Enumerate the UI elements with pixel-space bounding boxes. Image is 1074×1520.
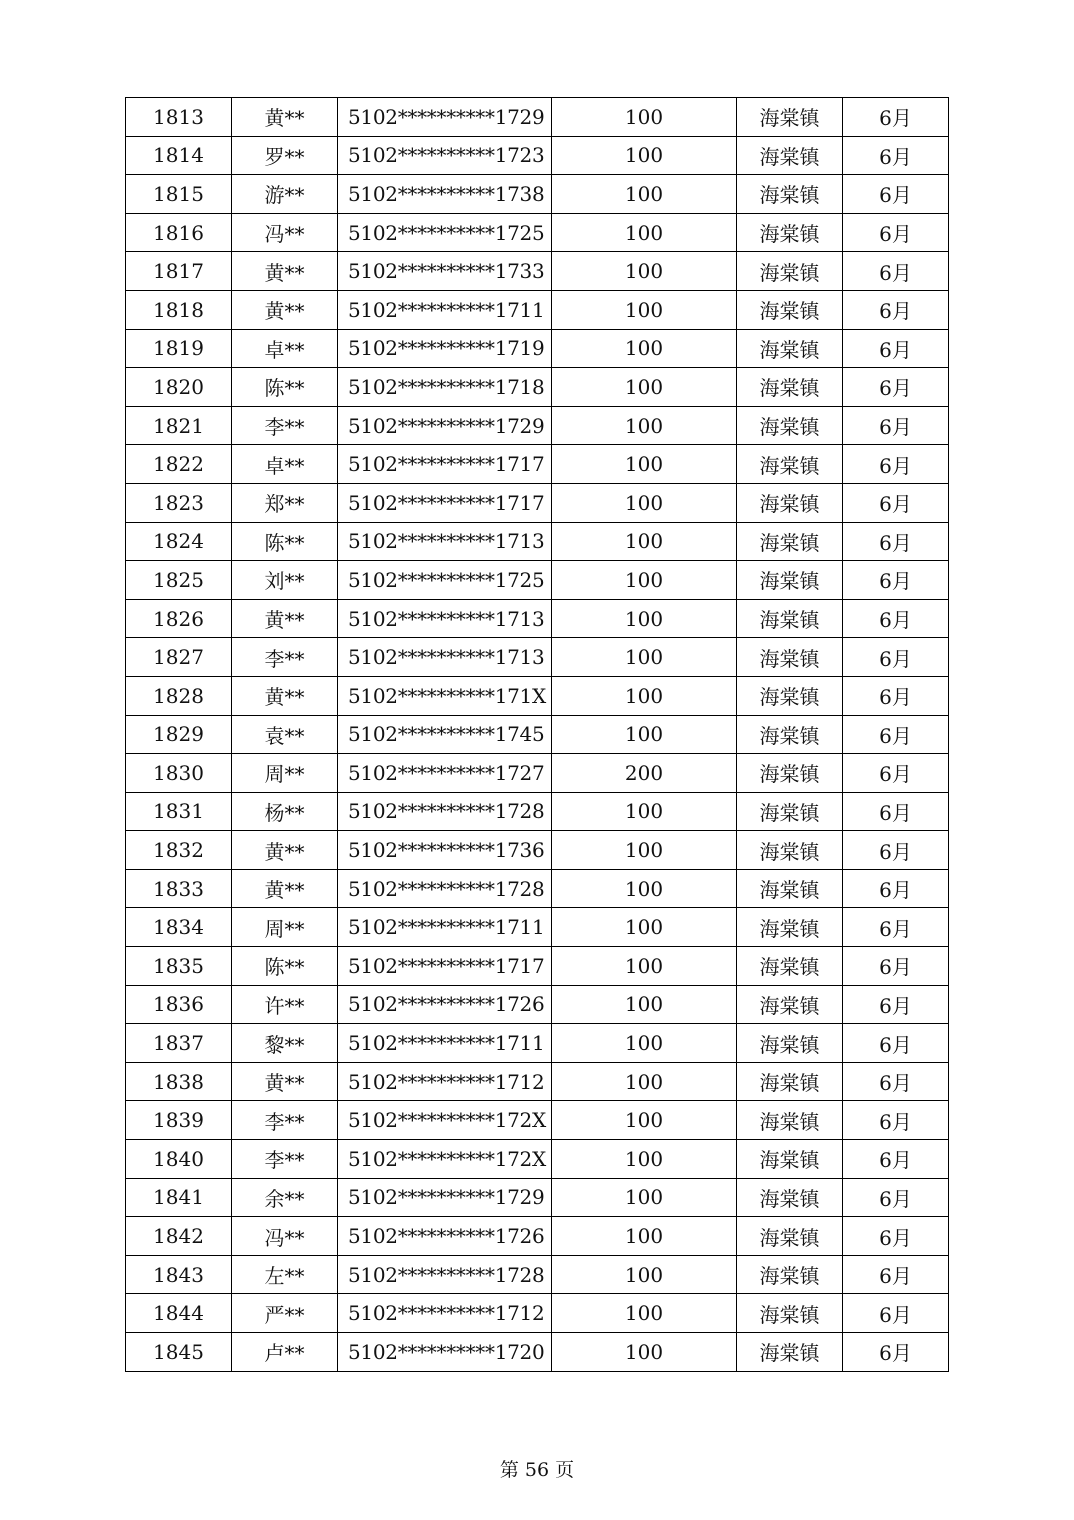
month-cell: 6月 — [843, 1217, 949, 1256]
town-cell: 海棠镇 — [737, 175, 843, 214]
id-number-cell: 5102**********1738 — [338, 175, 552, 214]
amount-cell: 100 — [552, 676, 737, 715]
table-row — [126, 908, 949, 947]
serial-cell: 1824 — [126, 522, 232, 561]
serial-cell: 1828 — [126, 676, 232, 715]
table-row — [126, 445, 949, 484]
amount-cell: 100 — [552, 1255, 737, 1294]
id-number-cell: 5102**********1719 — [338, 329, 552, 368]
id-number-cell: 5102**********172X — [338, 1101, 552, 1140]
serial-cell: 1827 — [126, 638, 232, 677]
month-cell: 6月 — [843, 175, 949, 214]
id-number-cell: 5102**********1736 — [338, 831, 552, 870]
id-number-cell: 5102**********1713 — [338, 599, 552, 638]
serial-cell: 1830 — [126, 754, 232, 793]
table-row — [126, 329, 949, 368]
serial-cell: 1815 — [126, 175, 232, 214]
name-cell: 黄** — [232, 252, 338, 291]
serial-cell: 1834 — [126, 908, 232, 947]
id-number-cell: 5102**********1711 — [338, 290, 552, 329]
id-number-cell: 5102**********1727 — [338, 754, 552, 793]
serial-cell: 1835 — [126, 947, 232, 986]
id-number-cell: 5102**********1713 — [338, 638, 552, 677]
id-number-cell: 5102**********1718 — [338, 368, 552, 407]
name-cell: 黄** — [232, 1062, 338, 1101]
month-cell: 6月 — [843, 522, 949, 561]
amount-cell: 100 — [552, 947, 737, 986]
town-cell: 海棠镇 — [737, 252, 843, 291]
town-cell: 海棠镇 — [737, 136, 843, 175]
amount-cell: 100 — [552, 792, 737, 831]
name-cell: 黄** — [232, 290, 338, 329]
month-cell: 6月 — [843, 561, 949, 600]
serial-cell: 1822 — [126, 445, 232, 484]
name-cell: 杨** — [232, 792, 338, 831]
serial-cell: 1818 — [126, 290, 232, 329]
table-row — [126, 1101, 949, 1140]
town-cell: 海棠镇 — [737, 676, 843, 715]
id-number-cell: 5102**********1711 — [338, 908, 552, 947]
town-cell: 海棠镇 — [737, 561, 843, 600]
town-cell: 海棠镇 — [737, 754, 843, 793]
month-cell: 6月 — [843, 1255, 949, 1294]
month-cell: 6月 — [843, 715, 949, 754]
id-number-cell: 5102**********1717 — [338, 947, 552, 986]
month-cell: 6月 — [843, 1178, 949, 1217]
month-cell: 6月 — [843, 290, 949, 329]
table-row — [126, 676, 949, 715]
month-cell: 6月 — [843, 136, 949, 175]
name-cell: 郑** — [232, 483, 338, 522]
id-number-cell: 5102**********1717 — [338, 445, 552, 484]
month-cell: 6月 — [843, 638, 949, 677]
name-cell: 袁** — [232, 715, 338, 754]
serial-cell: 1840 — [126, 1140, 232, 1179]
town-cell: 海棠镇 — [737, 1294, 843, 1333]
month-cell: 6月 — [843, 98, 949, 137]
table-row — [126, 715, 949, 754]
id-number-cell: 5102**********1726 — [338, 985, 552, 1024]
name-cell: 罗** — [232, 136, 338, 175]
id-number-cell: 5102**********1712 — [338, 1294, 552, 1333]
month-cell: 6月 — [843, 676, 949, 715]
amount-cell: 100 — [552, 368, 737, 407]
name-cell: 游** — [232, 175, 338, 214]
serial-cell: 1833 — [126, 869, 232, 908]
id-number-cell: 5102**********1728 — [338, 1255, 552, 1294]
town-cell: 海棠镇 — [737, 329, 843, 368]
id-number-cell: 5102**********1712 — [338, 1062, 552, 1101]
name-cell: 冯** — [232, 1217, 338, 1256]
table-row — [126, 754, 949, 793]
table-row — [126, 252, 949, 291]
town-cell: 海棠镇 — [737, 1333, 843, 1372]
table-row — [126, 290, 949, 329]
month-cell: 6月 — [843, 908, 949, 947]
serial-cell: 1838 — [126, 1062, 232, 1101]
amount-cell: 200 — [552, 754, 737, 793]
month-cell: 6月 — [843, 599, 949, 638]
id-number-cell: 5102**********1711 — [338, 1024, 552, 1063]
table-row — [126, 136, 949, 175]
table-row — [126, 483, 949, 522]
id-number-cell: 5102**********1728 — [338, 792, 552, 831]
serial-cell: 1832 — [126, 831, 232, 870]
amount-cell: 100 — [552, 869, 737, 908]
month-cell: 6月 — [843, 869, 949, 908]
amount-cell: 100 — [552, 908, 737, 947]
town-cell: 海棠镇 — [737, 715, 843, 754]
town-cell: 海棠镇 — [737, 1024, 843, 1063]
id-number-cell: 5102**********1723 — [338, 136, 552, 175]
town-cell: 海棠镇 — [737, 1101, 843, 1140]
name-cell: 李** — [232, 1101, 338, 1140]
town-cell: 海棠镇 — [737, 947, 843, 986]
id-number-cell: 5102**********1717 — [338, 483, 552, 522]
month-cell: 6月 — [843, 754, 949, 793]
serial-cell: 1823 — [126, 483, 232, 522]
table-row — [126, 98, 949, 137]
month-cell: 6月 — [843, 947, 949, 986]
amount-cell: 100 — [552, 483, 737, 522]
town-cell: 海棠镇 — [737, 599, 843, 638]
table-row — [126, 1062, 949, 1101]
serial-cell: 1825 — [126, 561, 232, 600]
table-row — [126, 1294, 949, 1333]
serial-cell: 1821 — [126, 406, 232, 445]
month-cell: 6月 — [843, 483, 949, 522]
town-cell: 海棠镇 — [737, 792, 843, 831]
table-row — [126, 561, 949, 600]
name-cell: 李** — [232, 638, 338, 677]
table-row — [126, 522, 949, 561]
serial-cell: 1826 — [126, 599, 232, 638]
id-number-cell: 5102**********1729 — [338, 98, 552, 137]
id-number-cell: 5102**********1725 — [338, 561, 552, 600]
amount-cell: 100 — [552, 1294, 737, 1333]
name-cell: 陈** — [232, 947, 338, 986]
town-cell: 海棠镇 — [737, 985, 843, 1024]
name-cell: 卓** — [232, 329, 338, 368]
amount-cell: 100 — [552, 175, 737, 214]
id-number-cell: 5102**********1733 — [338, 252, 552, 291]
amount-cell: 100 — [552, 561, 737, 600]
town-cell: 海棠镇 — [737, 290, 843, 329]
table-row — [126, 1024, 949, 1063]
name-cell: 黄** — [232, 869, 338, 908]
month-cell: 6月 — [843, 1294, 949, 1333]
amount-cell: 100 — [552, 599, 737, 638]
serial-cell: 1819 — [126, 329, 232, 368]
table-body — [126, 98, 949, 1372]
serial-cell: 1813 — [126, 98, 232, 137]
serial-cell: 1814 — [126, 136, 232, 175]
month-cell: 6月 — [843, 445, 949, 484]
serial-cell: 1820 — [126, 368, 232, 407]
serial-cell: 1836 — [126, 985, 232, 1024]
serial-cell: 1837 — [126, 1024, 232, 1063]
amount-cell: 100 — [552, 213, 737, 252]
name-cell: 冯** — [232, 213, 338, 252]
table-row — [126, 831, 949, 870]
amount-cell: 100 — [552, 1062, 737, 1101]
serial-cell: 1816 — [126, 213, 232, 252]
amount-cell: 100 — [552, 406, 737, 445]
town-cell: 海棠镇 — [737, 831, 843, 870]
serial-cell: 1841 — [126, 1178, 232, 1217]
id-number-cell: 5102**********1720 — [338, 1333, 552, 1372]
id-number-cell: 5102**********1728 — [338, 869, 552, 908]
table-row — [126, 1140, 949, 1179]
month-cell: 6月 — [843, 831, 949, 870]
month-cell: 6月 — [843, 1333, 949, 1372]
amount-cell: 100 — [552, 985, 737, 1024]
serial-cell: 1839 — [126, 1101, 232, 1140]
table-row — [126, 985, 949, 1024]
id-number-cell: 5102**********171X — [338, 676, 552, 715]
table-row — [126, 1333, 949, 1372]
name-cell: 李** — [232, 1140, 338, 1179]
page-number: 第 56 页 — [499, 1459, 575, 1481]
name-cell: 李** — [232, 406, 338, 445]
name-cell: 许** — [232, 985, 338, 1024]
town-cell: 海棠镇 — [737, 368, 843, 407]
table-row — [126, 368, 949, 407]
id-number-cell: 5102**********1713 — [338, 522, 552, 561]
town-cell: 海棠镇 — [737, 1217, 843, 1256]
town-cell: 海棠镇 — [737, 522, 843, 561]
month-cell: 6月 — [843, 1062, 949, 1101]
name-cell: 卢** — [232, 1333, 338, 1372]
table-row — [126, 1217, 949, 1256]
name-cell: 刘** — [232, 561, 338, 600]
id-number-cell: 5102**********172X — [338, 1140, 552, 1179]
id-number-cell: 5102**********1725 — [338, 213, 552, 252]
serial-cell: 1842 — [126, 1217, 232, 1256]
amount-cell: 100 — [552, 638, 737, 677]
month-cell: 6月 — [843, 1140, 949, 1179]
town-cell: 海棠镇 — [737, 1255, 843, 1294]
name-cell: 黎** — [232, 1024, 338, 1063]
table-row — [126, 175, 949, 214]
month-cell: 6月 — [843, 406, 949, 445]
serial-cell: 1844 — [126, 1294, 232, 1333]
town-cell: 海棠镇 — [737, 638, 843, 677]
town-cell: 海棠镇 — [737, 483, 843, 522]
amount-cell: 100 — [552, 98, 737, 137]
town-cell: 海棠镇 — [737, 213, 843, 252]
name-cell: 黄** — [232, 599, 338, 638]
amount-cell: 100 — [552, 1101, 737, 1140]
table-row — [126, 869, 949, 908]
town-cell: 海棠镇 — [737, 1062, 843, 1101]
town-cell: 海棠镇 — [737, 908, 843, 947]
amount-cell: 100 — [552, 1140, 737, 1179]
name-cell: 卓** — [232, 445, 338, 484]
table-row — [126, 1178, 949, 1217]
amount-cell: 100 — [552, 252, 737, 291]
serial-cell: 1845 — [126, 1333, 232, 1372]
name-cell: 黄** — [232, 676, 338, 715]
name-cell: 余** — [232, 1178, 338, 1217]
month-cell: 6月 — [843, 1024, 949, 1063]
id-number-cell: 5102**********1726 — [338, 1217, 552, 1256]
month-cell: 6月 — [843, 329, 949, 368]
amount-cell: 100 — [552, 329, 737, 368]
amount-cell: 100 — [552, 136, 737, 175]
month-cell: 6月 — [843, 1101, 949, 1140]
name-cell: 黄** — [232, 98, 338, 137]
serial-cell: 1831 — [126, 792, 232, 831]
amount-cell: 100 — [552, 522, 737, 561]
month-cell: 6月 — [843, 792, 949, 831]
id-number-cell: 5102**********1745 — [338, 715, 552, 754]
town-cell: 海棠镇 — [737, 406, 843, 445]
amount-cell: 100 — [552, 1217, 737, 1256]
month-cell: 6月 — [843, 985, 949, 1024]
amount-cell: 100 — [552, 831, 737, 870]
town-cell: 海棠镇 — [737, 1178, 843, 1217]
data-table — [125, 97, 949, 1372]
name-cell: 左** — [232, 1255, 338, 1294]
serial-cell: 1817 — [126, 252, 232, 291]
town-cell: 海棠镇 — [737, 1140, 843, 1179]
table-row — [126, 599, 949, 638]
amount-cell: 100 — [552, 1178, 737, 1217]
name-cell: 周** — [232, 754, 338, 793]
amount-cell: 100 — [552, 290, 737, 329]
table-row — [126, 792, 949, 831]
month-cell: 6月 — [843, 368, 949, 407]
name-cell: 严** — [232, 1294, 338, 1333]
month-cell: 6月 — [843, 213, 949, 252]
town-cell: 海棠镇 — [737, 445, 843, 484]
town-cell: 海棠镇 — [737, 98, 843, 137]
table-row — [126, 406, 949, 445]
amount-cell: 100 — [552, 715, 737, 754]
serial-cell: 1843 — [126, 1255, 232, 1294]
name-cell: 黄** — [232, 831, 338, 870]
id-number-cell: 5102**********1729 — [338, 406, 552, 445]
table-row — [126, 638, 949, 677]
serial-cell: 1829 — [126, 715, 232, 754]
town-cell: 海棠镇 — [737, 869, 843, 908]
month-cell: 6月 — [843, 252, 949, 291]
name-cell: 周** — [232, 908, 338, 947]
amount-cell: 100 — [552, 1024, 737, 1063]
id-number-cell: 5102**********1729 — [338, 1178, 552, 1217]
table-row — [126, 1255, 949, 1294]
amount-cell: 100 — [552, 445, 737, 484]
amount-cell: 100 — [552, 1333, 737, 1372]
table-row — [126, 947, 949, 986]
table-row — [126, 213, 949, 252]
name-cell: 陈** — [232, 368, 338, 407]
name-cell: 陈** — [232, 522, 338, 561]
